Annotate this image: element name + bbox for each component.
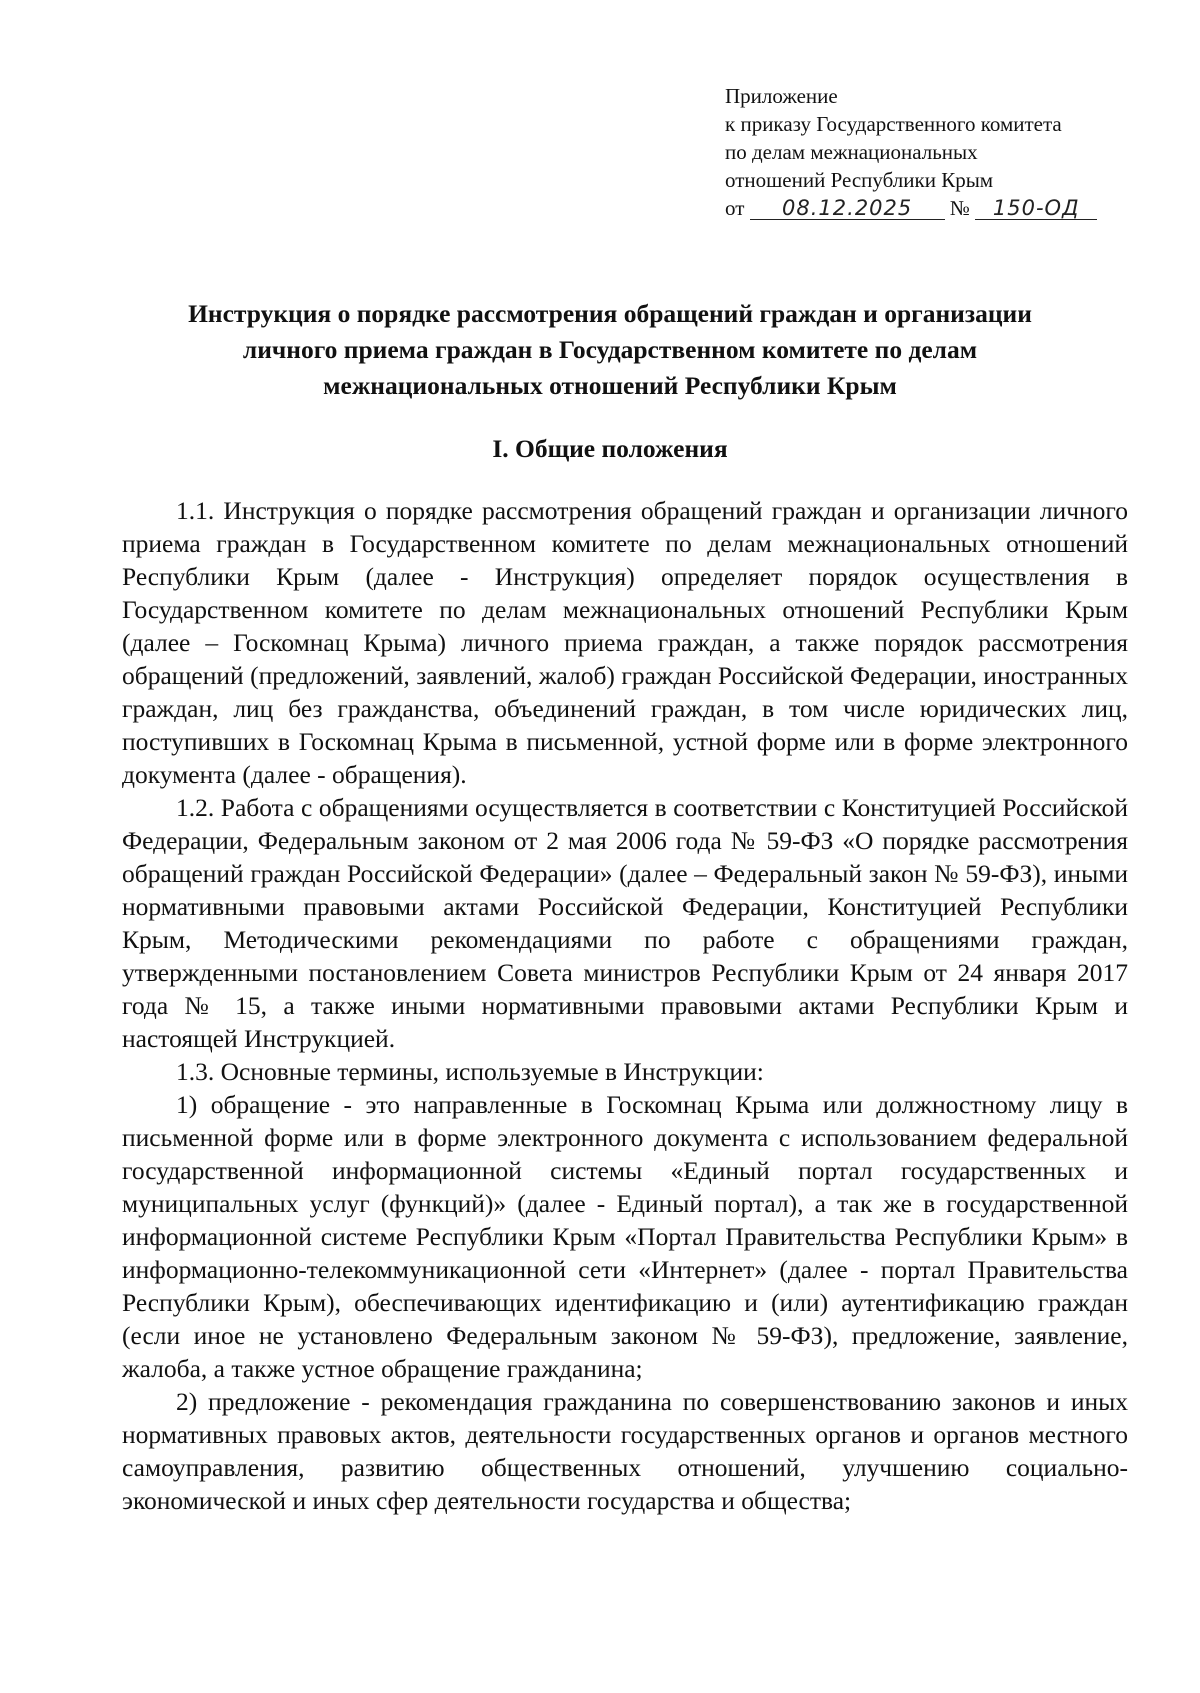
appendix-line: отношений Республики Крым [725,168,994,192]
handwritten-number: 150-ОД [975,197,1097,220]
paragraph-term-2: 2) предложение - рекомендация гражданина по совершенствованию законов и иных нормативных правовых актов, деятельности государственных органов и органов местного самоуправления, развитию общественных отношений, улучшению социально-экономической и иных сфер деятельности государства и общества; [122,1387,1128,1515]
title-line: личного приема граждан в Государственном комитете по делам [242,335,978,364]
date-prefix: от [725,196,745,220]
title-line: Инструкция о порядке рассмотрения обращений граждан и организации [188,299,1032,328]
handwritten-date: 08.12.2025 [750,197,945,220]
paragraph-1-3: 1.3. Основные термины, используемые в Инструкции: [176,1057,764,1086]
appendix-line: по делам межнациональных [725,140,978,164]
paragraph-term-1: 1) обращение - это направленные в Госкомнац Крыма или должностному лицу в письменной форме или в форме электронного документа с использованием федеральной государственной информационной системы «Единый портал государственных и муниципальных услуг (функций)» (далее - Единый портал), а так же в государственной информационной системе Республики Крым «Портал Правительства Республики Крым» в информационно-телекоммуникационной сети «Интернет» (далее - портал Правительства Республики Крым), обеспечивающих идентификацию и (или) аутентификацию граждан (если иное не установлено Федеральным законом № 59-ФЗ), предложение, заявление, жалоба, а также устное обращение гражданина; [122,1090,1128,1383]
paragraph-1-2: 1.2. Работа с обращениями осуществляется в соответствии с Конституцией Российской Федерации, Федеральным законом от 2 мая 2006 года № 59-ФЗ «О порядке рассмотрения обращений граждан Российской Федерации» (далее – Федеральный закон № 59-ФЗ), иными нормативными правовыми актами Российской Федерации, Конституцией Республики Крым, Методическими рекомендациями по работе с обращениями граждан, утвержденными постановлением Совета министров Республики Крым от 24 января 2017 года № 15, а также иными нормативными правовыми актами Республики Крым и настоящей Инструкцией. [122,793,1128,1053]
paragraph-1-1: 1.1. Инструкция о порядке рассмотрения обращений граждан и организации личного приема граждан в Государственном комитете по делам межнациональных отношений Республики Крым (далее - Инструкция) определяет порядок осуществления в Государственном комитете по делам межнациональных отношений Республики Крым (далее – Госкомнац Крыма) личного приема граждан, а также порядок рассмотрения обращений (предложений, заявлений, жалоб) граждан Российской Федерации, иностранных граждан, лиц без гражданства, объединений граждан, в том числе юридических лиц, поступивших в Госкомнац Крыма в письменной, устной форме или в форме электронного документа (далее - обращения). [122,496,1128,789]
document-title [150,296,1070,404]
document-body [122,494,1128,1517]
number-prefix: № [949,196,970,220]
appendix-line: к приказу Государственного комитета [725,112,1062,136]
appendix-block [725,82,1165,222]
order-date-number-line [725,194,1165,222]
section-heading: I. Общие положения [492,434,728,463]
appendix-line: Приложение [725,84,838,108]
title-line: межнациональных отношений Республики Крым [323,371,897,400]
